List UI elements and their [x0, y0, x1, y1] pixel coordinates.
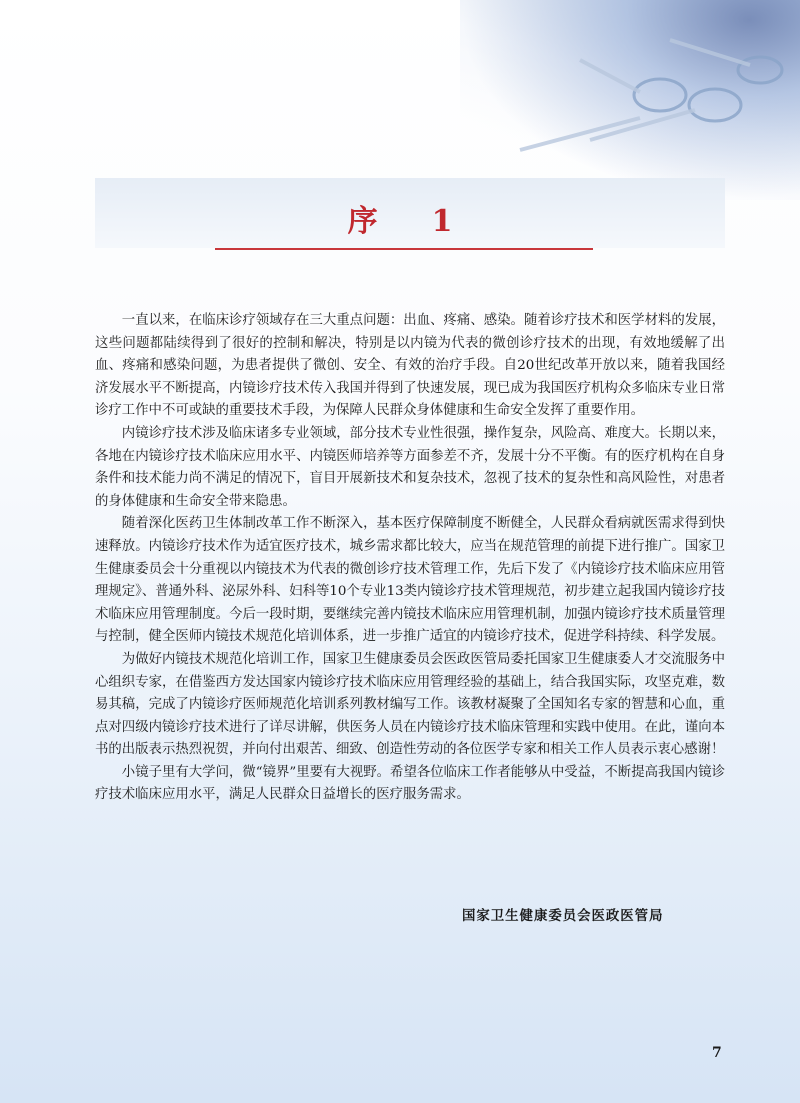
title-number: 1 [431, 204, 453, 239]
page-title [0, 196, 800, 240]
scissors-illustration [460, 0, 800, 200]
title-underline [215, 248, 593, 250]
page-number: 7 [712, 1045, 722, 1061]
paragraph: 内镜诊疗技术涉及临床诸多专业领域，部分技术专业性很强，操作复杂，风险高、难度大。长期以来，各地在内镜诊疗技术临床应用水平、内镜医师培养等方面参差不齐，发展十分不平衡。有的医疗机构在自身条件和技术能力尚不满足的情况下，盲目开展新技术和复杂技术，忽视了技术的复杂性和高风险性，对患者的身体健康和生命安全带来隐患。 [95, 425, 725, 509]
title-main: 序 [347, 204, 378, 239]
header-photo-surgical-instruments [460, 0, 800, 200]
paragraph: 小镜子里有大学问，微“镜界”里要有大视野。希望各位临床工作者能够从中受益，不断提高我国内镜诊疗技术临床应用水平，满足人民群众日益增长的医疗服务需求。 [95, 764, 725, 803]
paragraph: 为做好内镜技术规范化培训工作，国家卫生健康委员会医政医管局委托国家卫生健康委人才交流服务中心组织专家，在借鉴西方发达国家内镜诊疗技术临床应用管理经验的基础上，结合我国实际，攻坚克难，数易其稿，完成了内镜诊疗医师规范化培训系列教材编写工作。该教材凝聚了全国知名专家的智慧和心血，重点对四级内镜诊疗技术进行了详尽讲解，供医务人员在内镜诊疗技术临床管理和实践中使用。在此，谨向本书的出版表示热烈祝贺，并向付出艰苦、细致、创造性劳动的各位医学专家和相关工作人员表示衷心感谢！ [95, 651, 725, 758]
preface-body [95, 310, 725, 807]
paragraph: 一直以来，在临床诊疗领域存在三大重点问题：出血、疼痛、感染。随着诊疗技术和医学材料的发展，这些问题都陆续得到了很好的控制和解决，特别是以内镜为代表的微创诊疗技术的出现，有效地缓解了出血、疼痛和感染问题，为患者提供了微创、安全、有效的治疗手段。自20世纪改革开放以来，随着我国经济发展水平不断提高，内镜诊疗技术传入我国并得到了快速发展，现已成为我国医疗机构众多临床专业日常诊疗工作中不可或缺的重要技术手段，为保障人民群众身体健康和生命安全发挥了重要作用。 [95, 313, 725, 419]
paragraph: 随着深化医药卫生体制改革工作不断深入，基本医疗保障制度不断健全，人民群众看病就医需求得到快速释放。内镜诊疗技术作为适宜医疗技术，城乡需求都比较大，应当在规范管理的前提下进行推广。国家卫生健康委员会十分重视以内镜技术为代表的微创诊疗技术管理工作，先后下发了《内镜诊疗技术临床应用管理规定》、普通外科、泌尿外科、妇科等10个专业13类内镜诊疗技术管理规范，初步建立起我国内镜诊疗技术临床应用管理制度。今后一段时期，要继续完善内镜技术临床应用管理机制，加强内镜诊疗技术质量管理与控制，健全医师内镜技术规范化培训体系，进一步推广适宜的内镜诊疗技术，促进学科持续、科学发展。 [95, 516, 725, 645]
signature: 国家卫生健康委员会医政医管局 [462, 908, 664, 924]
